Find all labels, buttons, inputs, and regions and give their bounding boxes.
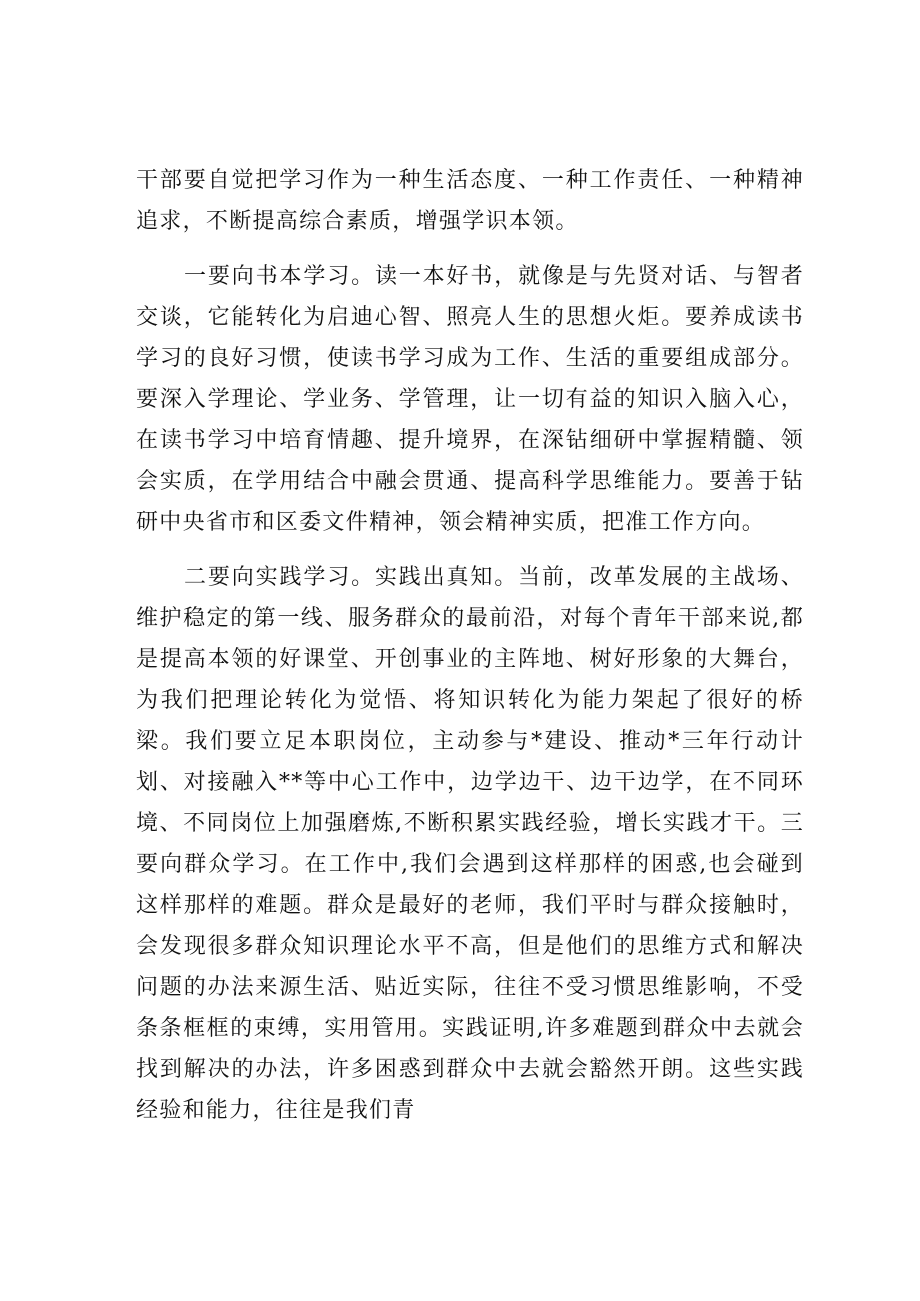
document-body	[136, 160, 804, 1131]
paragraph-intro-continuation: 干部要自觉把学习作为一种生活态度、一种工作责任、一种精神追求，不断提高综合素质，增强学识本领。	[136, 168, 804, 234]
paragraph-learn-from-practice: 二要向实践学习。实践出真知。当前，改革发展的主战场、维护稳定的第一线、服务群众的最前沿，对每个青年干部来说,都是提高本领的好课堂、开创事业的主阵地、树好形象的大舞台，为我们把理论转化为觉悟、将知识转化为能力架起了很好的桥梁。我们要立足本职岗位，主动参与*建设、推动*三年行动计划、对接融入**等中心工作中，边学边干、边干边学，在不同环境、不同岗位上加强磨炼,不断积累实践经验，增长实践才干。三要向群众学习。在工作中,我们会遇到这样那样的困惑,也会碰到这样那样的难题。群众是最好的老师，我们平时与群众接触时，会发现很多群众知识理论水平不高，但是他们的思维方式和解决问题的办法来源生活、贴近实际，往往不受习惯思维影响，不受条条框框的束缚，实用管用。实践证明,许多难题到群众中去就会找到解决的办法，许多困惑到群众中去就会豁然开朗。这些实践经验和能力，往往是我们青	[136, 565, 804, 1123]
paragraph-learn-from-books: 一要向书本学习。读一本好书，就像是与先贤对话、与智者交谈，它能转化为启迪心智、照亮人生的思想火炬。要养成读书学习的良好习惯，使读书学习成为工作、生活的重要组成部分。要深入学理论、学业务、学管理，让一切有益的知识入脑入心，在读书学习中培育情趣、提升境界，在深钻细研中掌握精髓、领会实质，在学用结合中融会贯通、提高科学思维能力。要善于钻研中央省市和区委文件精神，领会精神实质，把准工作方向。	[136, 264, 804, 535]
